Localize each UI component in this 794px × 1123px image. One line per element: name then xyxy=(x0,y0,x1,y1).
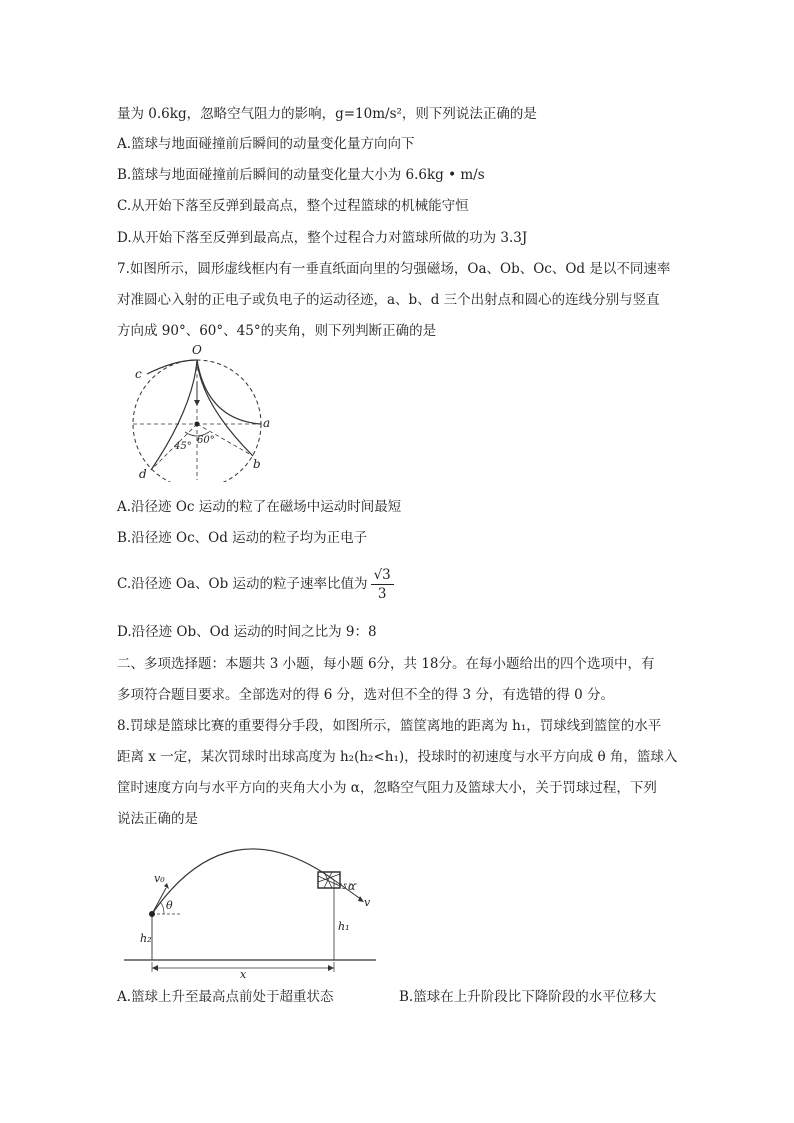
q6-option-a: A.篮球与地面碰撞前后瞬间的动量变化量方向向下 xyxy=(117,136,415,152)
label-theta: θ xyxy=(166,899,173,912)
label-v0: v₀ xyxy=(154,872,165,885)
q7-option-c-fraction xyxy=(371,566,394,603)
label-b: b xyxy=(253,457,261,471)
section2-heading-line1: 二、多项选择题：本题共 3 小题，每小题 6分，共 18分。在每小题给出的四个选项中，有 xyxy=(117,656,655,672)
theta-arc xyxy=(160,902,164,914)
label-d: d xyxy=(139,467,147,481)
q6-option-d: D.从开始下落至反弹到最高点，整个过程合力对篮球所做的功为 3.3J xyxy=(117,230,528,246)
ball-trajectory xyxy=(152,849,334,914)
arrow-head xyxy=(194,400,200,406)
fraction-numerator: √3 xyxy=(371,566,394,585)
q6-stem-tail: 量为 0.6kg，忽略空气阻力的影响，g=10m/s²，则下列说法正确的是 xyxy=(117,106,537,122)
q7-option-c-text: C.沿径迹 Oa、Ob 运动的粒子速率比值为 xyxy=(117,576,368,592)
q8-free-throw-figure xyxy=(120,838,380,980)
section2-heading-line2: 多项符合题目要求。全部选对的得 6 分，选对但不全的得 3 分，有选错的得 0 分。 xyxy=(117,687,615,703)
fraction-denominator: 3 xyxy=(377,586,387,602)
q8-stem-line1: 8.罚球是篮球比赛的重要得分手段，如图所示，篮筐离地的距离为 h₁，罚球线到篮筐的水平 xyxy=(117,718,662,734)
q8-stem-line2: 距离 x 一定，某次罚球时出球高度为 h₂(h₂<h₁)，投球时的初速度与水平方向成 θ 角，篮球入 xyxy=(117,749,678,765)
q7-stem-line2: 对准圆心入射的正电子或负电子的运动径迹，a、b、d 三个出射点和圆心的连线分别与竖直 xyxy=(117,292,660,308)
label-h2: h₂ xyxy=(140,932,152,945)
track-oc xyxy=(147,360,197,374)
label-angle-60: 60° xyxy=(197,435,215,446)
label-angle-45: 45° xyxy=(174,441,192,452)
q8-stem-line3: 筐时速度方向与水平方向的夹角大小为 α，忽略空气阻力及篮球大小，关于罚球过程，下列 xyxy=(117,780,657,796)
label-alpha: α xyxy=(348,880,356,893)
label-a: a xyxy=(263,416,271,430)
x-arrow-right xyxy=(328,965,334,971)
q6-option-b: B.篮球与地面碰撞前后瞬间的动量变化量大小为 6.6kg • m/s xyxy=(117,167,485,183)
track-od xyxy=(151,360,197,470)
q8-stem-line4: 说法正确的是 xyxy=(117,811,198,827)
label-x: x xyxy=(240,968,247,980)
hoop-net xyxy=(318,872,340,888)
track-oa xyxy=(197,360,261,424)
label-o: O xyxy=(192,343,202,357)
v0-arrow-head xyxy=(164,883,169,889)
q7-stem-line3: 方向成 90°、60°、45°的夹角，则下列判断正确的是 xyxy=(117,323,437,339)
q7-option-b: B.沿径迹 Oc、Od 运动的粒子均为正电子 xyxy=(117,530,368,546)
q8-option-a: A.篮球上升至最高点前处于超重状态 xyxy=(117,989,334,1005)
label-v: v xyxy=(364,896,371,909)
q7-option-a: A.沿径迹 Oc 运动的粒了在磁场中运动时间最短 xyxy=(117,499,402,515)
q7-option-d: D.沿径迹 Ob、Od 运动的时间之比为 9：8 xyxy=(117,624,377,640)
circle-center xyxy=(195,422,200,427)
hoop-net-mesh xyxy=(318,872,340,888)
q6-option-c: C.从开始下落至反弹到最高点，整个过程篮球的机械能守恒 xyxy=(117,198,469,214)
q7-magnetic-field-figure xyxy=(125,342,285,482)
x-arrow-left xyxy=(152,965,158,971)
q7-option-c xyxy=(117,566,394,603)
q7-stem-line1: 7.如图所示，圆形虚线框内有一垂直纸面向里的匀强磁场，Oa、Ob、Oc、Od 是以不同速率 xyxy=(117,261,671,277)
label-h1: h₁ xyxy=(338,920,350,933)
q8-option-b: B.篮球在上升阶段比下降阶段的水平位移大 xyxy=(399,989,657,1005)
label-c: c xyxy=(135,367,142,381)
